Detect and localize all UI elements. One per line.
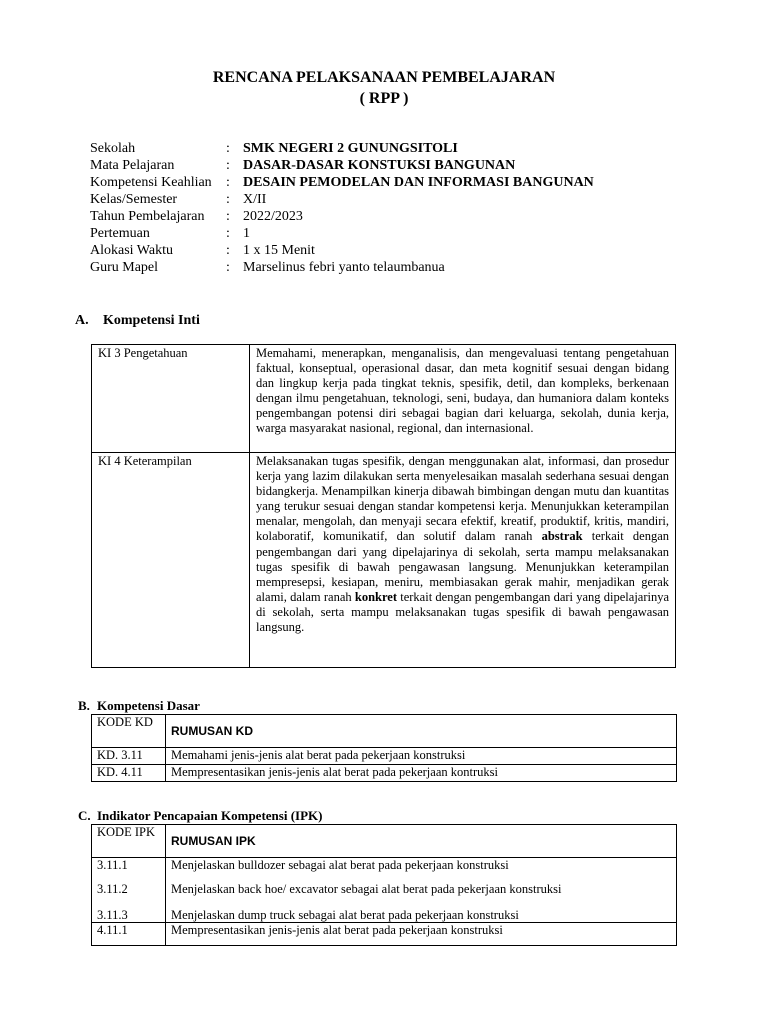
section-heading-kompetensi-inti: [75, 313, 200, 329]
section-marker: B.: [78, 698, 90, 713]
table-row: [92, 923, 677, 946]
ki-text: terkait dengan pengembangan dari yang dipelajarinya di sekolah, serta mampu melaksanakan tugas spesifik di bawah pengawasan langsung.: [256, 589, 670, 635]
info-value: 2022/2023: [243, 209, 303, 224]
table-row: [92, 748, 677, 765]
header-description: RUMUSAN IPK: [166, 825, 677, 858]
ki-description: Memahami, menerapkan, menganalisis, dan mengevaluasi tentang pengetahuan faktual, konseptual, operasional dasar, dan meta kognitif sesuai dengan bidang dan lingkup kerja pada tingkat teknis, spesifik, detil, dan kompleks, berkenaan dengan ilmu pengetahuan, teknologi, seni, budaya, dan humaniora dalam konteks pengembangan potensi diri sebagai bagian dari keluarga, sekolah, dunia kerja, warga masyarakat nasional, regional, dan internasional.: [250, 345, 676, 453]
ipk-description: Menjelaskan bulldozer sebagai alat berat pada pekerjaan konstruksi: [166, 858, 677, 883]
ipk-code: 3.11.3: [92, 908, 166, 923]
ipk-table: [91, 824, 677, 946]
ki-label: KI 3 Pengetahuan: [92, 345, 250, 453]
ki-text: terkait dengan pengembangan dari yang dipelajarinya di sekolah, serta mampu melaksanakan tugas spesifik di bawah pengawasan langsung. Menunjukkan keterampilan mempresepsi, kesiapan, meniru, membiasakan gerak mahir, menjadikan gerak alami, dalam ranah: [256, 529, 669, 604]
document-subtitle: ( RPP ): [359, 90, 409, 107]
section-title: Indikator Pencapaian Kompetensi (IPK): [97, 808, 323, 823]
kd-description: Memahami jenis-jenis alat berat pada pekerjaan konstruksi: [166, 748, 677, 765]
info-colon: :: [226, 209, 230, 224]
kd-code: KD. 4.11: [92, 765, 166, 782]
header-code: KODE IPK: [92, 825, 166, 858]
ipk-code: 3.11.1: [92, 858, 166, 883]
section-title: Kompetensi Inti: [103, 313, 200, 328]
info-value: 1: [243, 226, 250, 241]
header-code: KODE KD: [92, 715, 166, 748]
table-row: [92, 765, 677, 782]
info-label: Pertemuan: [90, 226, 150, 241]
kompetensi-dasar-table: [91, 714, 677, 782]
table-row: [92, 345, 676, 453]
info-value: 1 x 15 Menit: [243, 243, 315, 258]
info-value: DESAIN PEMODELAN DAN INFORMASI BANGUNAN: [243, 175, 594, 190]
ki-label: KI 4 Keterampilan: [92, 453, 250, 668]
section-title: Kompetensi Dasar: [97, 698, 200, 713]
section-heading-kompetensi-dasar: [78, 698, 200, 714]
ki-text: Melaksanakan tugas spesifik, dengan menggunakan alat, informasi, dan prosedur kerja yang lazim dilakukan serta menyelesaikan masalah sederhana sesuai dengan bidangkerja. Menampilkan kinerja dibawah bimbingan dengan mutu dan kuantitas yang terukur sesuai dengan standar kompetensi kerja. Menunjukkan keterampilan menalar, mengolah, dan menyaji secara efektif, kreatif, produktif, kritis, mandiri, kolaboratif, komunikatif, dan solutif dalam ranah: [256, 454, 669, 544]
info-label: Guru Mapel: [90, 260, 159, 275]
section-marker: A.: [75, 313, 89, 328]
section-heading-ipk: [78, 808, 322, 824]
ki-emphasis: abstrak: [541, 529, 583, 544]
table-row: [92, 858, 677, 883]
info-value: SMK NEGERI 2 GUNUNGSITOLI: [243, 141, 458, 156]
info-label: Kompetensi Keahlian: [90, 175, 212, 190]
info-colon: :: [226, 175, 230, 190]
header-description: RUMUSAN KD: [166, 715, 677, 748]
info-label: Kelas/Semester: [90, 192, 178, 207]
kompetensi-inti-table: [91, 344, 676, 668]
info-value: X/II: [243, 192, 267, 207]
ki-description: [250, 453, 676, 668]
info-colon: :: [226, 192, 230, 207]
info-label: Tahun Pembelajaran: [90, 209, 205, 224]
document-title: RENCANA PELAKSANAAN PEMBELAJARAN: [212, 69, 556, 86]
ipk-code: 4.11.1: [92, 923, 166, 946]
table-header-row: [92, 825, 677, 858]
ipk-description: Menjelaskan back hoe/ excavator sebagai alat berat pada pekerjaan konstruksi: [166, 882, 677, 908]
info-colon: :: [226, 260, 230, 275]
kd-description: Mempresentasikan jenis-jenis alat berat pada pekerjaan kontruksi: [166, 765, 677, 782]
ipk-code: 3.11.2: [92, 882, 166, 908]
ipk-description: Menjelaskan dump truck sebagai alat berat pada pekerjaan konstruksi: [166, 908, 677, 923]
ki-emphasis: konkret: [354, 589, 398, 604]
table-header-row: [92, 715, 677, 748]
section-marker: C.: [78, 808, 91, 823]
info-label: Alokasi Waktu: [90, 243, 173, 258]
table-row: [92, 882, 677, 908]
ipk-description: Mempresentasikan jenis-jenis alat berat pada pekerjaan konstruksi: [166, 923, 677, 946]
info-colon: :: [226, 226, 230, 241]
info-colon: :: [226, 141, 230, 156]
kd-code: KD. 3.11: [92, 748, 166, 765]
info-colon: :: [226, 243, 230, 258]
table-row: [92, 908, 677, 923]
table-row: [92, 453, 676, 668]
info-colon: :: [226, 158, 230, 173]
info-label: Mata Pelajaran: [90, 158, 175, 173]
info-label: Sekolah: [90, 141, 136, 156]
info-value: DASAR-DASAR KONSTUKSI BANGUNAN: [243, 158, 516, 173]
info-value: Marselinus febri yanto telaumbanua: [243, 260, 445, 275]
